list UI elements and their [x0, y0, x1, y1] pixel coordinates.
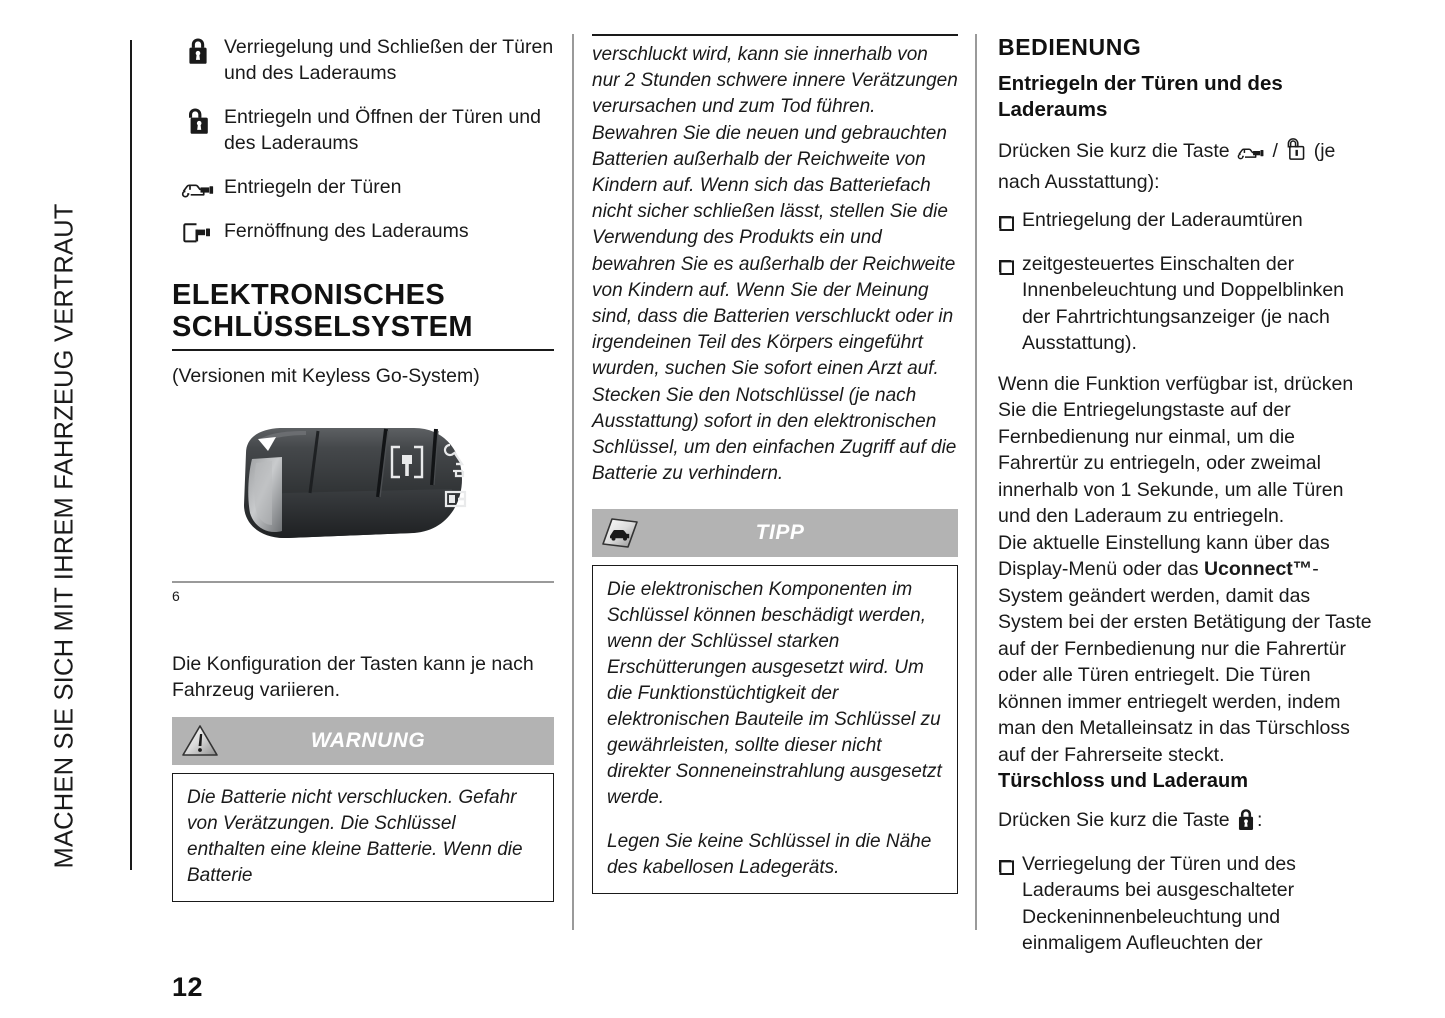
lock-instruction-pre: Drücken Sie kurz die Taste — [998, 809, 1230, 831]
column2-top-rule — [592, 34, 958, 36]
car-triangle-icon — [592, 516, 648, 550]
warning-triangle-icon — [172, 724, 228, 758]
page-title-line1: ELEKTRONISCHES — [172, 279, 446, 311]
legend-item-label: Entriegeln und Öffnen der Türen und des Laderaums — [224, 106, 541, 154]
section-heading-bedienung: BEDIENUNG — [998, 34, 1142, 60]
list-item-label: zeitgesteuertes Einschalten der Innenbeleuchtung und Doppelblinken der Fahrtrichtungsanzeiger (je nach Ausstattung). — [1022, 252, 1345, 354]
subsection-heading-lock: Türschloss und Laderaum — [998, 770, 1249, 792]
warning-continuation-text: verschluckt wird, kann sie innerhalb von nur 2 Stunden schwere innere Verätzungen verursachen und zum Tod führen. Bewahren Sie die neuen und gebrauchten Batterien außerhalb der Reichweite von Kindern auf. Wenn sich das Batteriefach nicht sicher schließen lässt, stellen Sie die Verwendung des Produkts ein und bewahren Sie es außerhalb der Reichweite von Kindern auf. Wenn Sie der Meinung sind, dass die Batterien verschluckt oder in irgendeinen Teil des Körpers eingeführt wurden, suchen Sie sofort einen Arzt auf. Stecken Sie den Notschlüssel (je nach Ausstattung) sofort in den elektronischen Schlüssel, um den einfachen Zugriff auf die Batterie zu verhindern. — [592, 44, 958, 485]
legend-item-label: Verriegelung und Schließen der Türen und des Laderaums — [224, 36, 554, 84]
tip-box — [592, 565, 958, 894]
tip-banner — [592, 509, 958, 557]
legend-item — [172, 104, 554, 156]
padlock-open-icon — [1285, 137, 1306, 169]
list-item-label: Entriegelung der Laderaumtüren — [1022, 209, 1303, 231]
warning-box — [172, 773, 554, 902]
column-right — [998, 34, 1376, 969]
paragraph-b-post: -System geändert werden, damit das System bei der ersten Betätigung der Taste auf der Fernbedienung nur die Fahrertür oder alle Türen entriegelt. Die Türen können immer entriegelt werden, indem man den Metalleinsatz in das Türschloss auf der Fahrerseite steckt. — [998, 558, 1372, 766]
running-head-label: MACHEN SIE SICH MIT IHREM FAHRZEUG VERTRAUT — [50, 202, 79, 868]
column-divider-2 — [975, 34, 977, 930]
unlock-instruction-post: (je nach Ausstattung): — [998, 140, 1336, 193]
padlock-closed-icon — [172, 34, 224, 65]
button-config-paragraph: Die Konfiguration der Tasten kann je nach Fahrzeug variieren. — [172, 653, 534, 701]
column-middle — [592, 34, 958, 894]
legend-item — [172, 218, 554, 245]
unlock-bullet-list — [998, 207, 1376, 357]
car-unlock-icon — [172, 174, 224, 199]
figure-number: 6 — [172, 588, 180, 604]
lock-instruction — [998, 807, 1376, 839]
warning-box-text: Die Batterie nicht verschlucken. Gefahr von Verätzungen. Die Schlüssel enthalten eine kleine Batterie. Wenn die Batterie — [187, 787, 523, 886]
list-item — [998, 251, 1376, 357]
lock-instruction-post: : — [1257, 809, 1263, 831]
paragraph-b-pre: Die aktuelle Einstellung kann über das Display-Menü oder das — [998, 531, 1330, 580]
figure-rule — [172, 581, 554, 583]
symbol-legend — [172, 34, 554, 245]
list-item — [998, 851, 1376, 957]
icon-separator: / — [1272, 140, 1278, 162]
page-number: 12 — [172, 972, 204, 1002]
unlock-detail-paragraph-a: Wenn die Funktion verfügbar ist, drücken Sie die Entriegelungstaste auf der Fernbedienung nur einmal, um die Fahrertür zu entriegeln, oder zweimal innerhalb von 1 Sekunde, um alle Türen und den Laderaum zu entriegeln. — [998, 372, 1354, 527]
tip-text-1: Die elektronischen Komponenten im Schlüssel können beschädigt werden, wenn der Schlüssel starken Erschütterungen ausgesetzt wird. Um die Funktionstüchtigkeit der elektronischen Bauteile im Schlüssel zu gewährleisten, sollte dieser nicht direkter Sonneneinstrahlung ausgesetzt werde. — [607, 579, 942, 809]
car-unlock-icon — [1237, 142, 1265, 169]
key-fob-figure — [172, 411, 554, 629]
unlock-instruction-pre: Drücken Sie kurz die Taste — [998, 140, 1230, 162]
warning-banner-label: WARNUNG — [310, 729, 426, 752]
page-title-line2: SCHLÜSSELSYSTEM — [172, 311, 473, 343]
title-rule — [172, 349, 554, 351]
unlock-detail-paragraph-b — [998, 530, 1376, 769]
column-divider-1 — [572, 34, 574, 930]
legend-item-label: Entriegeln der Türen — [224, 176, 402, 198]
page-title — [172, 279, 554, 343]
legend-item — [172, 34, 554, 86]
lock-bullet-list — [998, 851, 1376, 957]
square-bullet-icon — [998, 207, 1022, 239]
unlock-instruction — [998, 137, 1376, 195]
running-head-rule — [130, 40, 132, 870]
warning-banner — [172, 717, 554, 765]
subsection-heading-unlock: Entriegeln der Türen und des Laderaums — [998, 72, 1283, 121]
padlock-open-icon — [172, 104, 224, 135]
column-left — [172, 34, 554, 902]
square-bullet-icon — [998, 851, 1022, 883]
legend-item — [172, 174, 554, 200]
page-subtitle: (Versionen mit Keyless Go-System) — [172, 365, 480, 387]
list-item — [998, 207, 1376, 239]
tip-banner-label: TIPP — [755, 521, 805, 545]
square-bullet-icon — [998, 251, 1022, 283]
running-head — [50, 40, 132, 870]
uconnect-brand: Uconnect™ — [1203, 558, 1313, 580]
padlock-closed-icon — [1237, 808, 1255, 839]
list-item-label: Verriegelung der Türen und des Laderaums bei ausgeschalteter Deckeninnenbeleuchtung und einmaligem Aufleuchten der — [1022, 852, 1296, 954]
legend-item-label: Fernöffnung des Laderaums — [224, 220, 469, 242]
cargo-remote-open-icon — [172, 218, 224, 245]
tip-text-2: Legen Sie keine Schlüssel in die Nähe des kabellosen Ladegeräts. — [607, 831, 932, 879]
